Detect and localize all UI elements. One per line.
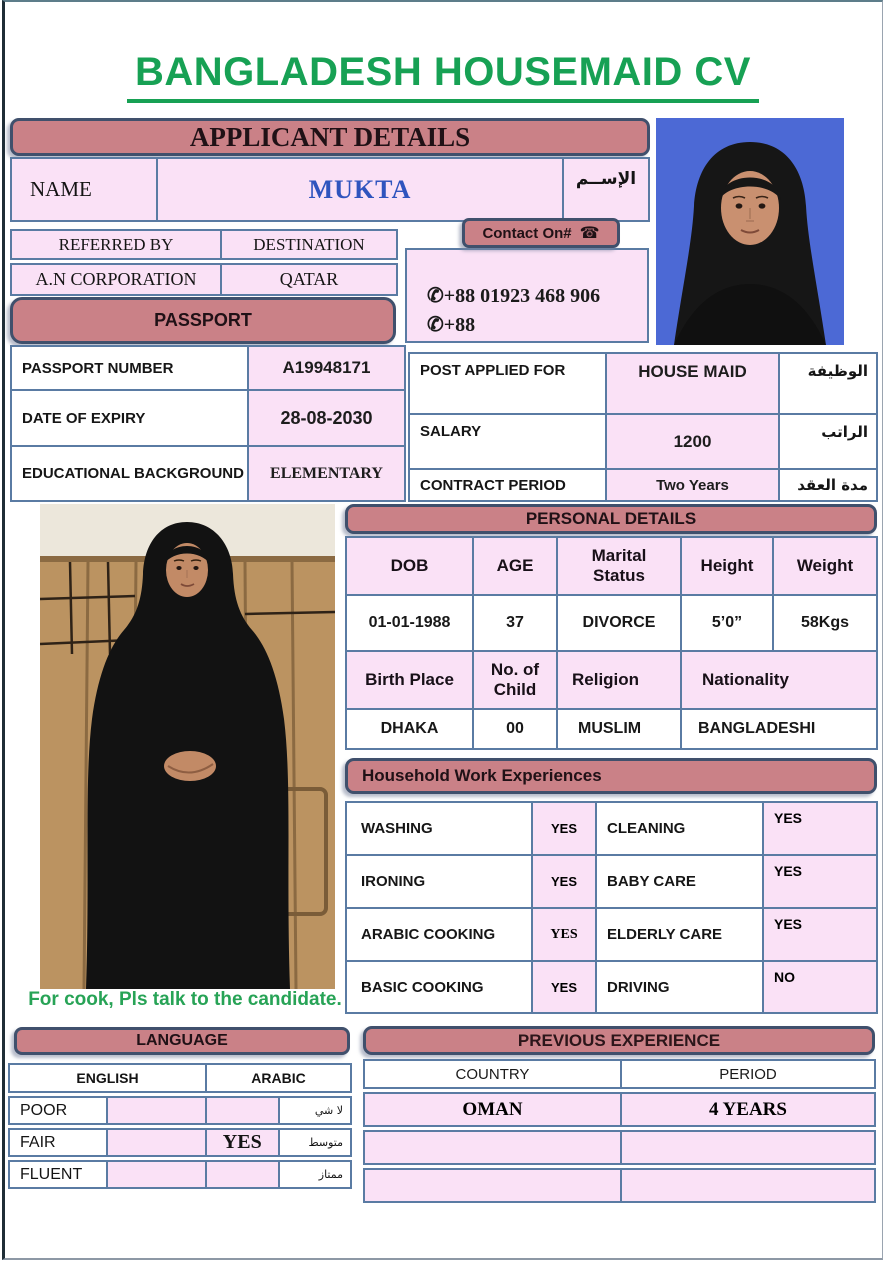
referred-destination-table	[10, 226, 398, 299]
language-level: FAIR	[8, 1128, 108, 1157]
household-answer: YES	[763, 802, 877, 855]
post-applied-label-arabic: الوظيفة	[779, 353, 877, 414]
household-answer: YES	[763, 855, 877, 908]
referred-by-value: A.N CORPORATION	[10, 263, 222, 296]
marital-value: DIVORCE	[557, 595, 681, 651]
language-arabic-label: متوسط	[280, 1128, 353, 1157]
nationality-header: Nationality	[681, 651, 877, 709]
contact-on-label: Contact On#	[482, 224, 572, 242]
telephone-icon: ☎	[579, 225, 600, 242]
dob-header: DOB	[346, 537, 473, 595]
age-header: AGE	[473, 537, 557, 595]
experience-period	[622, 1168, 876, 1203]
education-value: ELEMENTARY	[248, 446, 405, 501]
post-applied-value: HOUSE MAID	[606, 353, 779, 414]
page-title-wrap	[0, 50, 886, 103]
contract-period-label: CONTRACT PERIOD	[409, 469, 606, 501]
height-header: Height	[681, 537, 773, 595]
language-banner-label: LANGUAGE	[136, 1032, 228, 1049]
passport-number-value: A19948171	[248, 346, 405, 390]
weight-header: Weight	[773, 537, 877, 595]
age-value: 37	[473, 595, 557, 651]
religion-header: Religion	[557, 651, 681, 709]
household-banner-label: Household Work Experiences	[362, 766, 602, 785]
height-value: 5’0”	[681, 595, 773, 651]
contact-phone-2: ✆+88	[427, 314, 476, 336]
religion-value: MUSLIM	[557, 709, 681, 749]
household-answer: YES	[763, 908, 877, 961]
arabic-header: ARABIC	[207, 1063, 352, 1093]
passport-photo-image	[656, 118, 844, 345]
passport-banner	[10, 297, 396, 344]
previous-experience-banner	[363, 1026, 875, 1055]
contract-period-value: Two Years	[606, 469, 779, 501]
household-table	[345, 801, 878, 1014]
household-task: ELDERLY CARE	[596, 908, 763, 961]
household-task: WASHING	[346, 802, 532, 855]
weight-value: 58Kgs	[773, 595, 877, 651]
language-level: FLUENT	[8, 1160, 108, 1189]
name-label-arabic: الإســم	[575, 169, 637, 189]
household-answer: YES	[532, 961, 596, 1013]
period-header: PERIOD	[622, 1059, 876, 1089]
passport-number-label: PASSPORT NUMBER	[11, 346, 248, 390]
language-arabic-label: ممتاز	[280, 1160, 353, 1189]
contact-box	[405, 248, 649, 343]
children-header: No. of Child	[473, 651, 557, 709]
birth-place-value: DHAKA	[346, 709, 473, 749]
household-answer: YES	[532, 855, 596, 908]
household-task: IRONING	[346, 855, 532, 908]
country-header: COUNTRY	[363, 1059, 622, 1089]
language-english-value	[108, 1096, 208, 1125]
language-arabic-value	[207, 1096, 280, 1125]
language-english-value	[108, 1160, 208, 1189]
household-task: DRIVING	[596, 961, 763, 1013]
contract-period-label-arabic: مدة العقد	[779, 469, 877, 501]
passport-table	[10, 345, 406, 502]
language-arabic-value	[207, 1160, 280, 1189]
language-level: POOR	[8, 1096, 108, 1125]
personal-details-banner	[345, 504, 877, 534]
previous-experience-banner-label: PREVIOUS EXPERIENCE	[517, 1030, 721, 1050]
name-row	[10, 157, 650, 222]
experience-country	[363, 1130, 622, 1165]
household-task: BABY CARE	[596, 855, 763, 908]
date-of-expiry-value: 28-08-2030	[248, 390, 405, 446]
nationality-value: BANGLADESHI	[681, 709, 877, 749]
language-table	[8, 1060, 352, 1192]
personal-details-banner-label: PERSONAL DETAILS	[525, 509, 697, 528]
education-label: EDUCATIONAL BACKGROUND	[11, 446, 248, 501]
salary-label: SALARY	[409, 414, 606, 469]
destination-header: DESTINATION	[222, 229, 398, 260]
household-banner	[345, 758, 877, 794]
dob-value: 01-01-1988	[346, 595, 473, 651]
passport-banner-label: PASSPORT	[154, 310, 252, 330]
previous-experience-table	[363, 1056, 876, 1206]
contact-on-banner	[462, 218, 620, 248]
applicant-details-banner	[10, 118, 650, 156]
job-table	[408, 352, 878, 502]
page-title: BANGLADESH HOUSEMAID CV	[127, 50, 759, 103]
household-answer: YES	[532, 908, 596, 961]
destination-value: QATAR	[222, 263, 398, 296]
applicant-full-photo	[40, 504, 335, 989]
language-arabic-value: YES	[207, 1128, 280, 1157]
post-applied-label: POST APPLIED FOR	[409, 353, 606, 414]
referred-by-header: REFERRED BY	[10, 229, 222, 260]
english-header: ENGLISH	[8, 1063, 207, 1093]
household-answer: NO	[763, 961, 877, 1013]
birth-place-header: Birth Place	[346, 651, 473, 709]
experience-period	[622, 1130, 876, 1165]
applicant-details-banner-label: APPLICANT DETAILS	[189, 121, 471, 152]
salary-label-arabic: الراتب	[779, 414, 877, 469]
household-task: ARABIC COOKING	[346, 908, 532, 961]
contact-phone-1: ✆+88 01923 468 906	[427, 285, 601, 307]
marital-header: Marital Status	[557, 537, 681, 595]
date-of-expiry-label: DATE OF EXPIRY	[11, 390, 248, 446]
personal-details-table	[345, 536, 878, 750]
name-label: NAME	[12, 159, 158, 220]
household-task: BASIC COOKING	[346, 961, 532, 1013]
household-task: CLEANING	[596, 802, 763, 855]
language-banner	[14, 1027, 350, 1055]
name-value: MUKTA	[158, 159, 564, 220]
salary-value: 1200	[606, 414, 779, 469]
full-photo-image	[40, 504, 335, 989]
children-value: 00	[473, 709, 557, 749]
language-arabic-label: لا شي	[280, 1096, 353, 1125]
applicant-passport-photo	[656, 118, 844, 345]
photo-caption: For cook, Pls talk to the candidate.	[28, 989, 342, 1010]
experience-period: 4 YEARS	[622, 1092, 876, 1127]
language-english-value	[108, 1128, 208, 1157]
experience-country	[363, 1168, 622, 1203]
household-answer: YES	[532, 802, 596, 855]
experience-country: OMAN	[363, 1092, 622, 1127]
